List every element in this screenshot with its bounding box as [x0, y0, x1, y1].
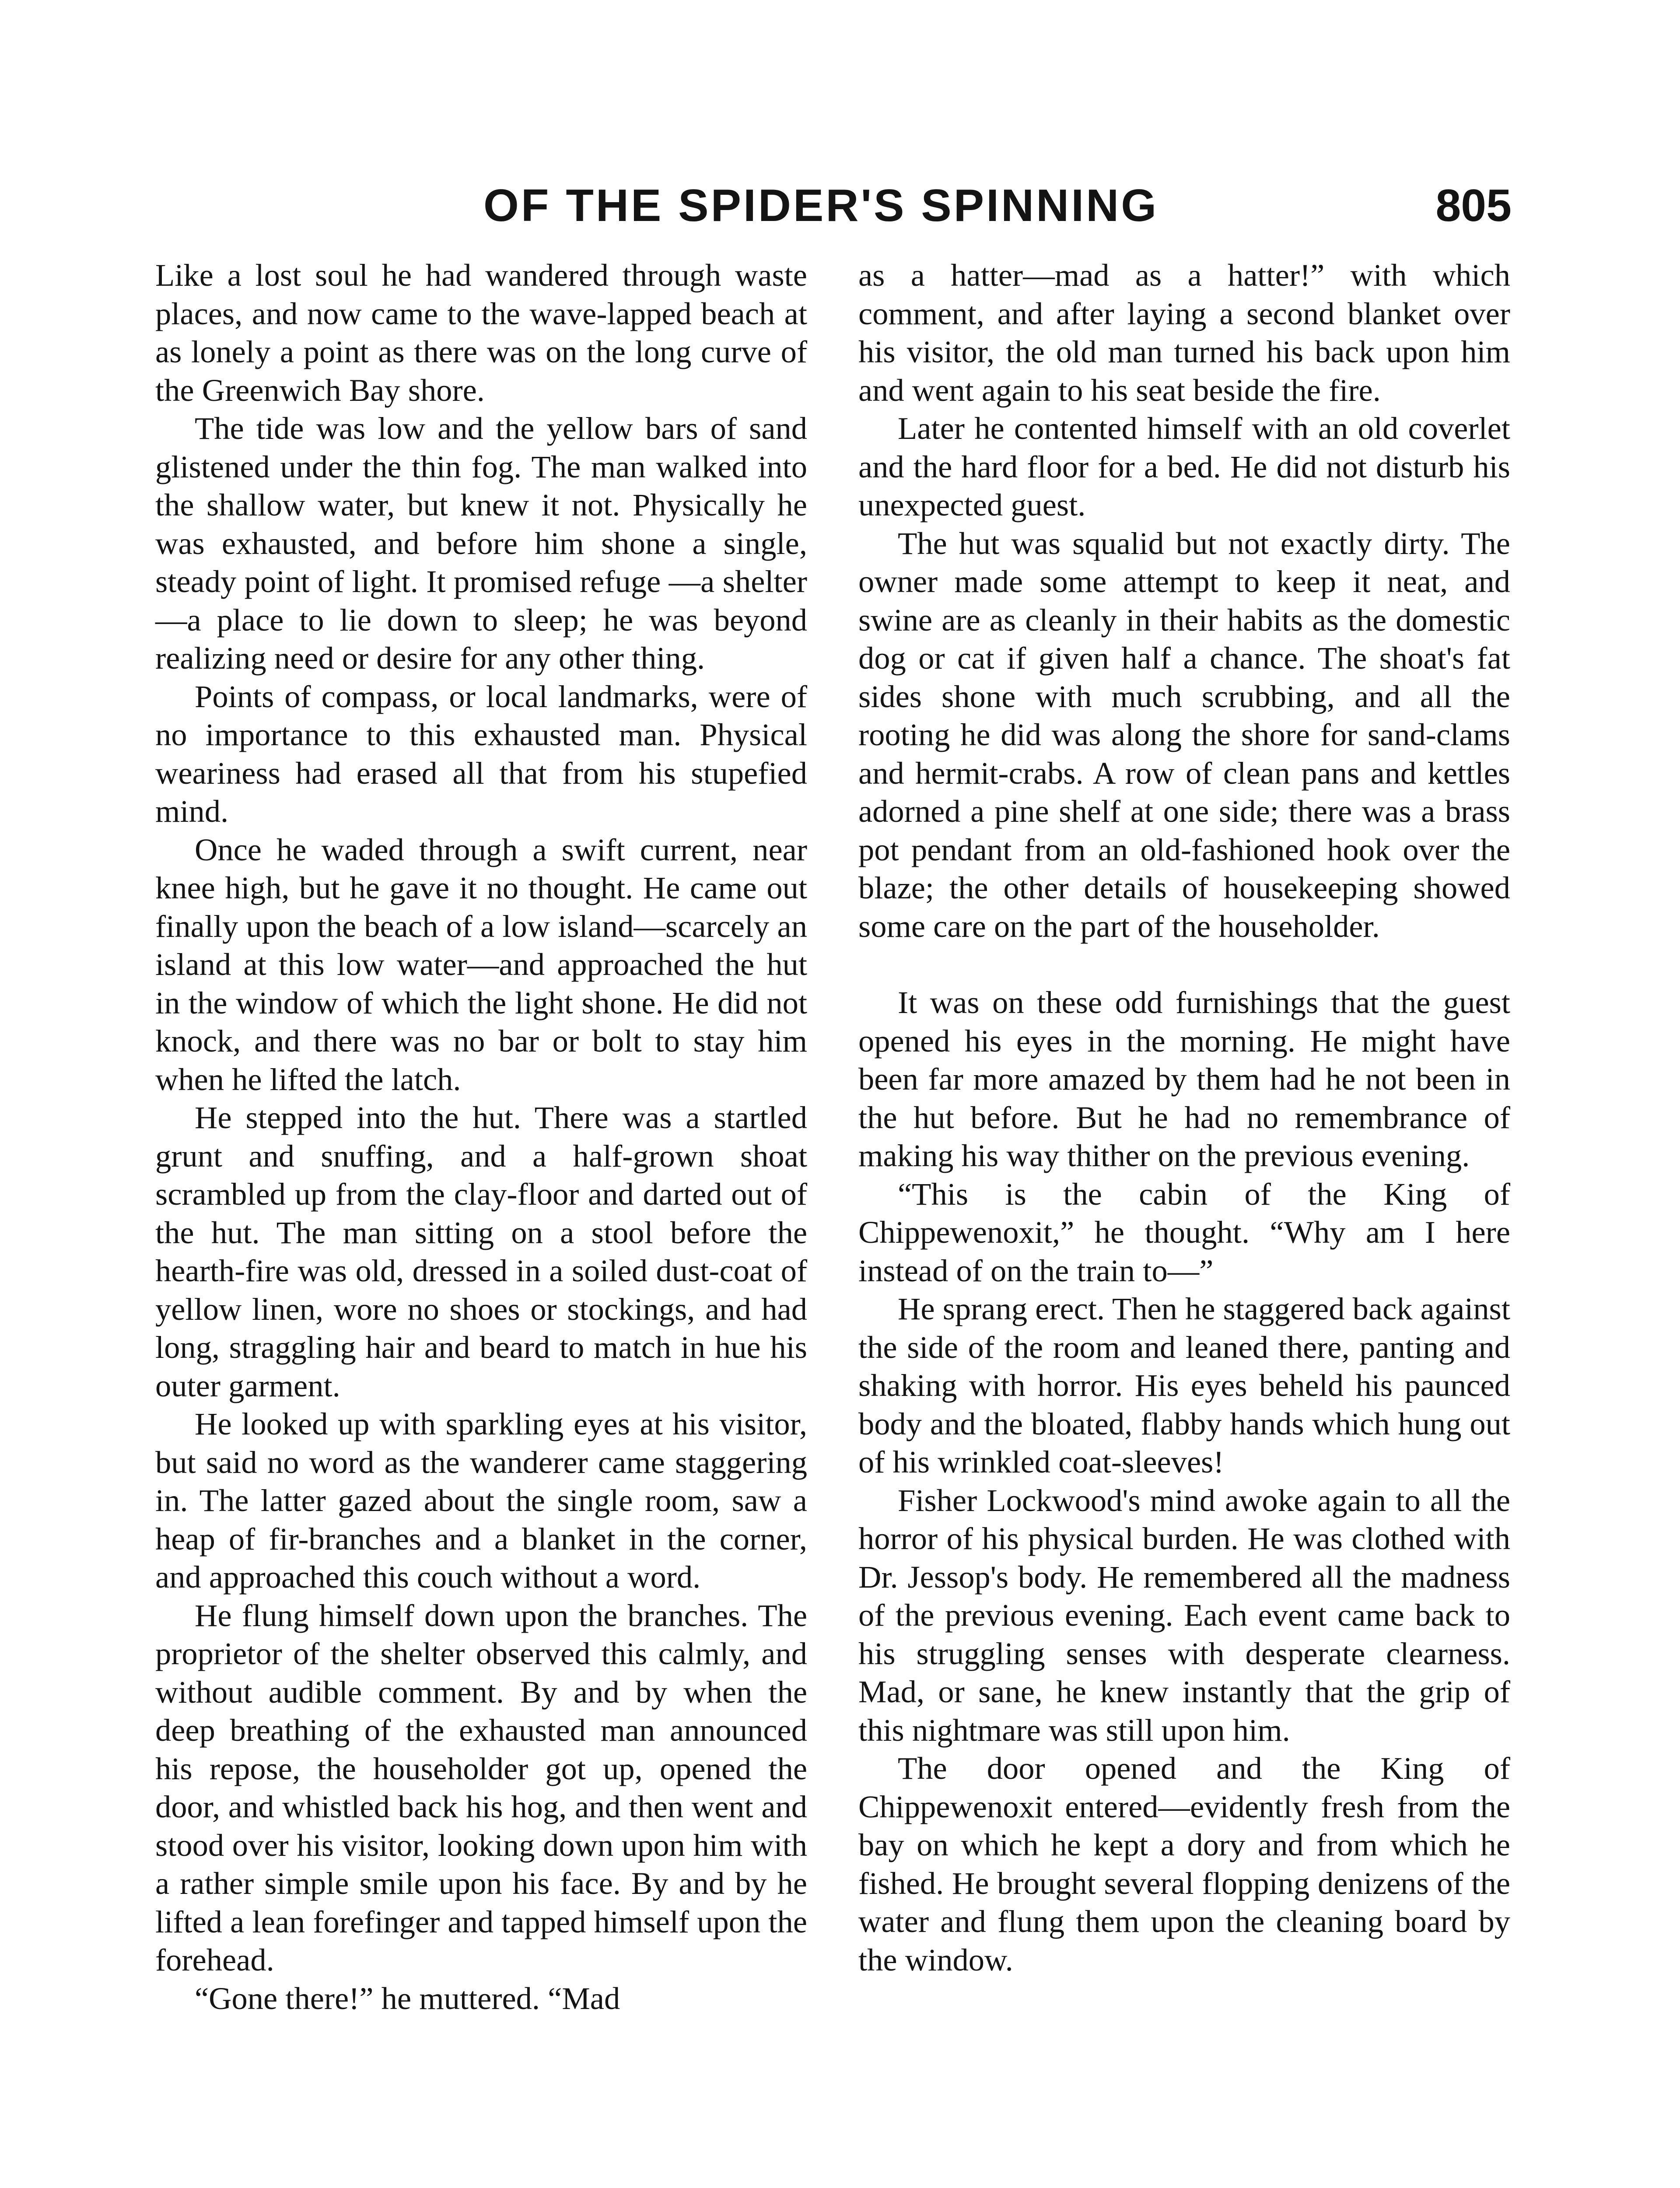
- paragraph: “This is the cabin of the King of Chippewenoxit,” he thought. “Why am I here instead of on the train to—”: [858, 1176, 1510, 1288]
- paragraph: It was on these odd furnishings that the guest opened his eyes in the morning. He might have been far more amazed by them had he not been in the hut before. But he had no remembrance of making his way thither on the previous evening.: [858, 985, 1510, 1173]
- paragraph: He flung himself down upon the branches. The proprietor of the shelter observed this calmly, and without audible comment. By and by when the deep breathing of the exhausted man announced his repose, the householder got up, opened the door, and whistled back his hog, and then went and stood over his visitor, looking down upon him with a rather simple smile upon his face. By and by he lifted a lean forefinger and tapped himself upon the forehead.: [155, 1597, 807, 1978]
- paragraph: He sprang erect. Then he staggered back against the side of the room and leaned there, panting and shaking with horror. His eyes beheld his paunced body and the bloated, flabby hands which hung out of his wrinkled coat-sleeves!: [858, 1291, 1510, 1480]
- paragraph: He looked up with sparkling eyes at his visitor, but said no word as the wanderer came staggering in. The latter gazed about the single room, saw a heap of fir-branches and a blanket in the corner, and approached this couch without a word.: [155, 1406, 807, 1595]
- paragraph-continued: as a hatter—mad as a hatter!” with which comment, and after laying a second blanket over his visitor, the old man turned his back upon him and went again to his seat beside the fire.: [858, 257, 1510, 408]
- paragraph: The door opened and the King of Chippewenoxit entered—evidently fresh from the bay on which he kept a dory and from which he fished. He brought several flopping denizens of the water and flung them upon the cleaning board by the window.: [858, 1750, 1510, 1978]
- paragraph: Later he contented himself with an old coverlet and the hard floor for a bed. He did not disturb his unexpected guest.: [858, 410, 1510, 522]
- page-header: [155, 173, 1512, 238]
- paragraph: Like a lost soul he had wandered through waste places, and now came to the wave-lapped beach at as lonely a point as there was on the long curve of the Greenwich Bay shore.: [155, 257, 807, 408]
- page-number: 805: [1435, 180, 1512, 231]
- paragraph: Fisher Lockwood's mind awoke again to all the horror of his physical burden. He was clothed with Dr. Jessop's body. He remembered all the madness of the previous evening. Each event came back to his struggling senses with desperate clearness. Mad, or sane, he knew instantly that the grip of this nightmare was still upon him.: [858, 1482, 1510, 1748]
- text-column-left: [155, 256, 807, 2017]
- paragraph: “Gone there!” he muttered. “Mad: [195, 1980, 620, 2016]
- text-column-right: [858, 256, 1510, 1979]
- paragraph: He stepped into the hut. There was a startled grunt and snuffing, and a half-grown shoat scrambled up from the clay-floor and darted out of the hut. The man sitting on a stool before the hearth-fire was old, dressed in a soiled dust-coat of yellow linen, wore no shoes or stockings, and had long, straggling hair and beard to match in hue his outer garment.: [155, 1100, 807, 1403]
- paragraph: Points of compass, or local landmarks, were of no importance to this exhausted man. Physical weariness had erased all that from his stupefied mind.: [155, 678, 807, 829]
- running-title: OF THE SPIDER'S SPINNING: [483, 180, 1159, 231]
- paragraph: Once he waded through a swift current, near knee high, but he gave it no thought. He came out finally upon the beach of a low island—scarcely an island at this low water—and approached the hut in the window of which the light shone. He did not knock, and there was no bar or bolt to stay him when he lifted the latch.: [155, 831, 807, 1097]
- paragraph: The hut was squalid but not exactly dirty. The owner made some attempt to keep it neat, and swine are as cleanly in their habits as the domestic dog or cat if given half a chance. The shoat's fat sides shone with much scrubbing, and all the rooting he did was along the shore for sand-clams and hermit-crabs. A row of clean pans and kettles adorned a pine shelf at one side; there was a brass pot pendant from an old-fashioned hook over the blaze; the other details of housekeeping showed some care on the part of the householder.: [858, 525, 1510, 944]
- paragraph: The tide was low and the yellow bars of sand glistened under the thin fog. The man walked into the shallow water, but knew it not. Physically he was exhausted, and before him shone a single, steady point of light. It promised refuge —a shelter—a place to lie down to sleep; he was beyond realizing need or desire for any other thing.: [155, 410, 807, 676]
